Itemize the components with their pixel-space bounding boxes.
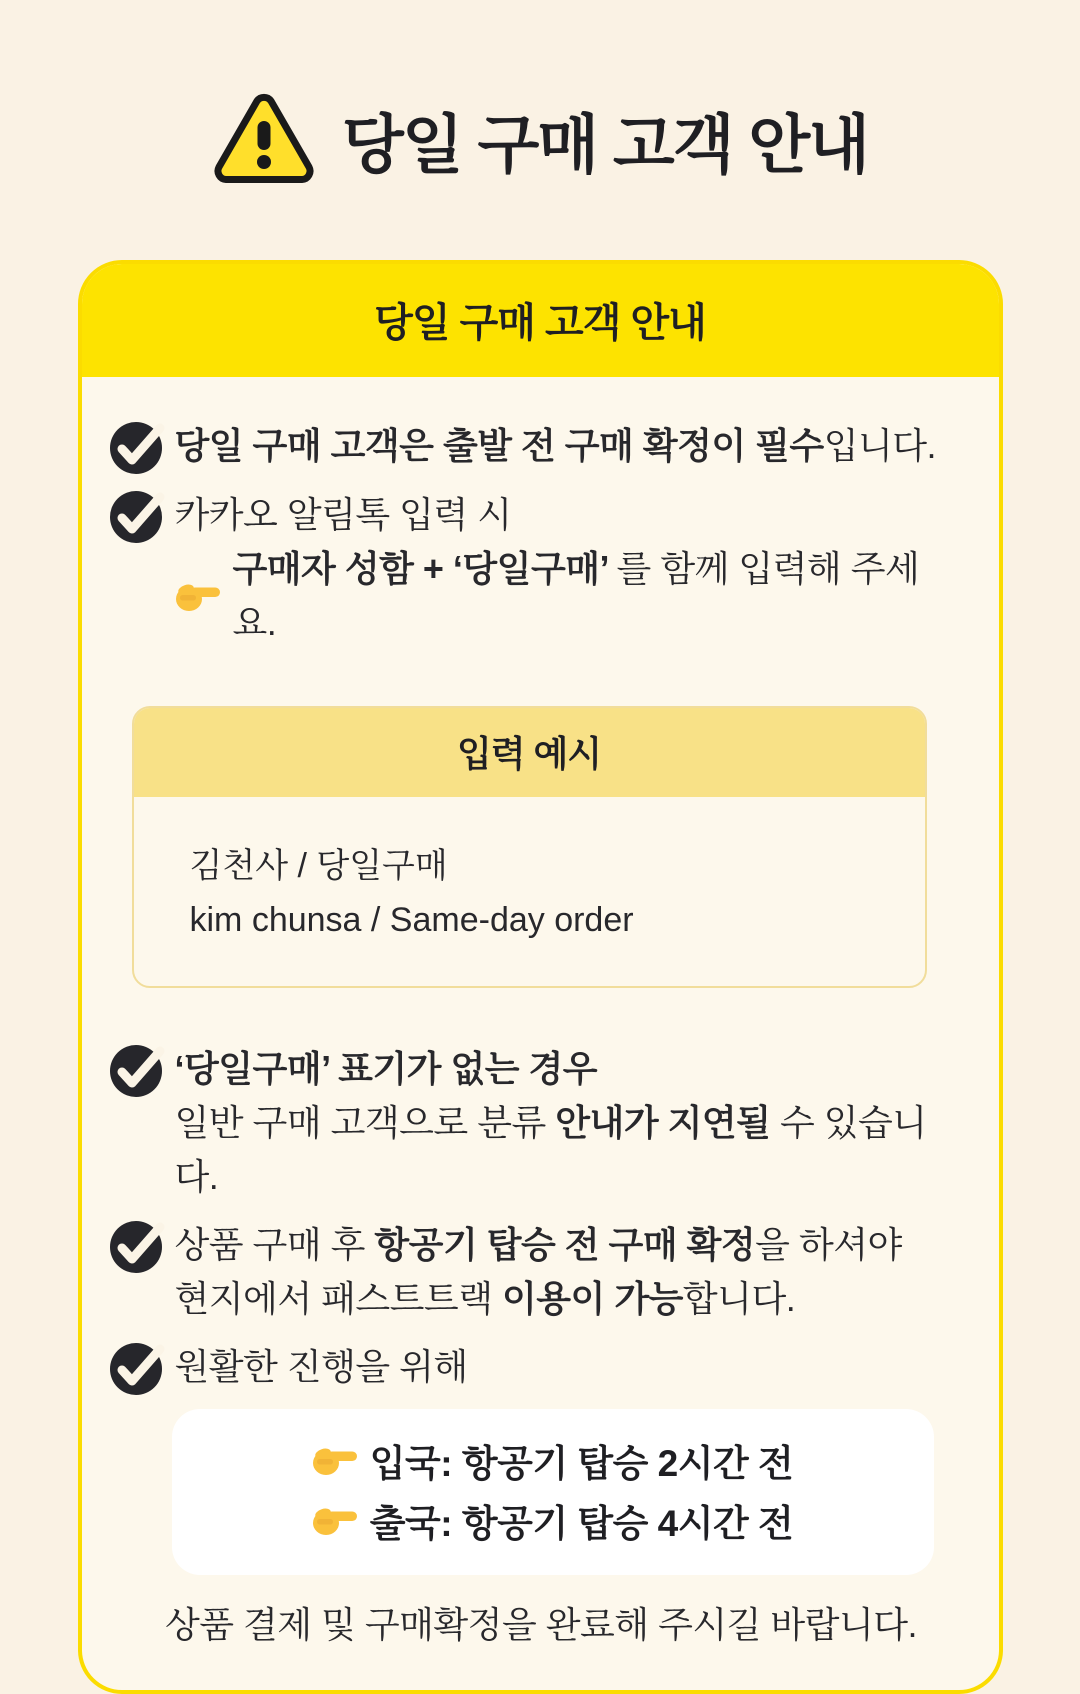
bullet-subline <box>175 542 949 650</box>
page-title-row <box>0 0 1080 188</box>
bullet-item-4 <box>110 1218 949 1326</box>
page-title: 당일 구매 고객 안내 <box>342 109 868 181</box>
bullet-line: ‘당일구매’ 표기가 없는 경우 <box>174 1047 598 1089</box>
example-line-korean: 김천사 / 당일구매 <box>189 847 448 885</box>
bullet-item-1 <box>110 419 949 474</box>
bullet-line: 원활한 진행을 위해 <box>174 1345 468 1387</box>
check-circle-icon <box>110 491 162 543</box>
bullet-item-2 <box>110 488 949 650</box>
bullet-line: 당일 구매 고객은 출발 전 구매 확정이 필수입니다. <box>174 425 937 466</box>
bullet-line: 상품 구매 후 항공기 탑승 전 구매 확정을 하셔야 <box>174 1223 902 1265</box>
check-circle-icon <box>110 422 162 474</box>
bullet-text <box>175 1218 902 1326</box>
card-header-title: 당일 구매 고객 안내 <box>82 264 999 377</box>
check-circle-icon <box>110 1343 162 1395</box>
bullet-item-3 <box>110 1042 949 1204</box>
pointing-finger-icon <box>175 580 221 612</box>
example-box-title: 입력 예시 <box>134 708 925 797</box>
check-circle-icon <box>110 1221 162 1273</box>
example-box <box>132 706 927 988</box>
bullet-line: 일반 구매 고객으로 분류 안내가 지연될 수 있습니다. <box>174 1101 927 1197</box>
notice-card <box>78 260 1003 1694</box>
example-box-body <box>134 797 925 986</box>
bullet-text <box>175 1042 949 1204</box>
check-circle-icon <box>110 1045 162 1097</box>
bullet-text <box>175 488 949 650</box>
bullet-line: 현지에서 패스트트랙 이용이 가능합니다. <box>174 1277 796 1319</box>
pointing-finger-icon <box>312 1444 358 1476</box>
schedule-line-text: 입국: 항공기 탑승 2시간 전 <box>369 1442 794 1484</box>
footer-note: 상품 결제 및 구매확정을 완료해 주시길 바랍니다. <box>164 1603 918 1645</box>
pointing-finger-icon <box>312 1504 358 1536</box>
schedule-line-departure <box>172 1493 934 1547</box>
schedule-line-arrival <box>172 1433 934 1487</box>
schedule-line-text: 출국: 항공기 탑승 4시간 전 <box>369 1502 794 1544</box>
example-line-english: kim chunsa / Same-day order <box>189 901 634 940</box>
bullet-text <box>175 419 937 473</box>
bullet-line: 카카오 알림톡 입력 시 <box>174 494 512 535</box>
warning-icon <box>212 92 316 188</box>
bullet-text <box>175 1340 468 1394</box>
bullet-item-5 <box>110 1340 949 1395</box>
bullet-subline-text: 구매자 성함 + ‘당일구매’ 를 함께 입력해 주세요. <box>232 548 920 643</box>
card-body <box>82 377 999 1690</box>
schedule-box <box>172 1409 934 1575</box>
